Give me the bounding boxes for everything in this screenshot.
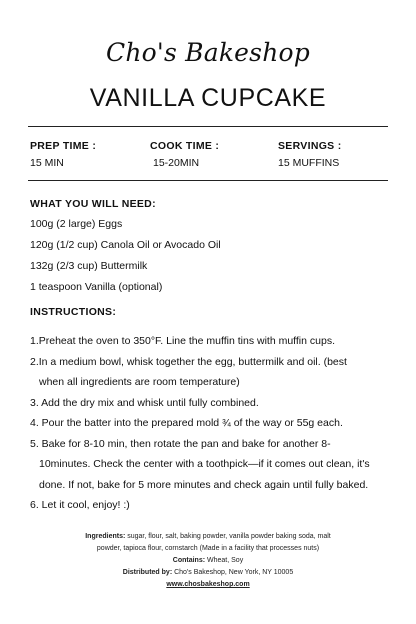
prep-time-label: PREP TIME : <box>30 140 97 152</box>
servings <box>278 140 342 169</box>
cook-time-value: 15-20MIN <box>153 157 200 169</box>
instruction-step <box>30 352 390 393</box>
recipe-title: VANILLA CUPCAKE <box>89 84 327 112</box>
footer-ingredients-cont: powder, tapioca flour, cornstarch (Made in a facility that processes nuts) <box>96 545 320 552</box>
footer-distributor-label: Distributed by: <box>122 569 173 576</box>
prep-time-value: 15 MIN <box>30 157 64 169</box>
footer-ingredients-label: Ingredients: <box>85 533 126 540</box>
footer-distributor <box>0 567 416 579</box>
prep-time <box>30 140 96 169</box>
step-line: 3. Add the dry mix and whisk until fully combined. <box>30 396 259 409</box>
website-link[interactable]: www.chosbakeshop.com <box>166 581 250 588</box>
instruction-step <box>30 331 390 352</box>
ingredients-heading: WHAT YOU WILL NEED: <box>30 198 156 210</box>
step-line: when all ingredients are room temperature) <box>39 376 240 388</box>
ingredient-item: 100g (2 large) Eggs <box>30 218 123 230</box>
footer-contains-label: Contains: <box>172 557 206 564</box>
step-line: 5. Bake for 8-10 min, then rotate the pan and bake for another 8- <box>30 437 331 450</box>
instruction-step <box>30 393 390 414</box>
step-line: 10minutes. Check the center with a toothpick—if it comes out clean, it's <box>39 458 370 470</box>
label-footer <box>0 531 416 591</box>
ingredient-list <box>30 214 221 298</box>
brand-logo: Cho's Bakeshop <box>106 38 310 67</box>
footer-distributor-text: Cho's Bakeshop, New York, NY 10005 <box>172 569 294 576</box>
instruction-step <box>30 434 390 496</box>
servings-value: 15 MUFFINS <box>278 157 340 169</box>
step-line: 4. Pour the batter into the prepared mold ¾ of the way or 55g each. <box>30 417 343 429</box>
footer-contains-text: Wheat, Soy <box>205 557 244 564</box>
ingredient-item: 1 teaspoon Vanilla (optional) <box>30 281 163 293</box>
servings-label: SERVINGS : <box>278 140 342 152</box>
footer-ingredients <box>0 531 416 543</box>
cook-time <box>150 140 219 169</box>
footer-ingredients-text: sugar, flour, salt, baking powder, vanilla powder baking soda, malt <box>125 533 331 540</box>
ingredient-item: 120g (1/2 cup) Canola Oil or Avocado Oil <box>30 239 221 251</box>
instruction-list <box>30 331 390 516</box>
instruction-step <box>30 413 390 434</box>
divider-middle <box>28 180 388 181</box>
instructions-heading: INSTRUCTIONS: <box>30 306 117 318</box>
step-line: 6. Let it cool, enjoy! :) <box>30 499 130 511</box>
footer-contains <box>0 555 416 567</box>
step-line: done. If not, bake for 5 more minutes and check again until fully baked. <box>39 478 369 491</box>
step-line: 1.Preheat the oven to 350°F. Line the muffin tins with muffin cups. <box>30 335 335 347</box>
step-line: 2.In a medium bowl, whisk together the egg, buttermilk and oil. (best <box>30 355 347 368</box>
cook-time-label: COOK TIME : <box>150 140 220 152</box>
ingredient-item: 132g (2/3 cup) Buttermilk <box>30 260 148 272</box>
divider-top <box>28 126 388 127</box>
instruction-step <box>30 495 390 516</box>
